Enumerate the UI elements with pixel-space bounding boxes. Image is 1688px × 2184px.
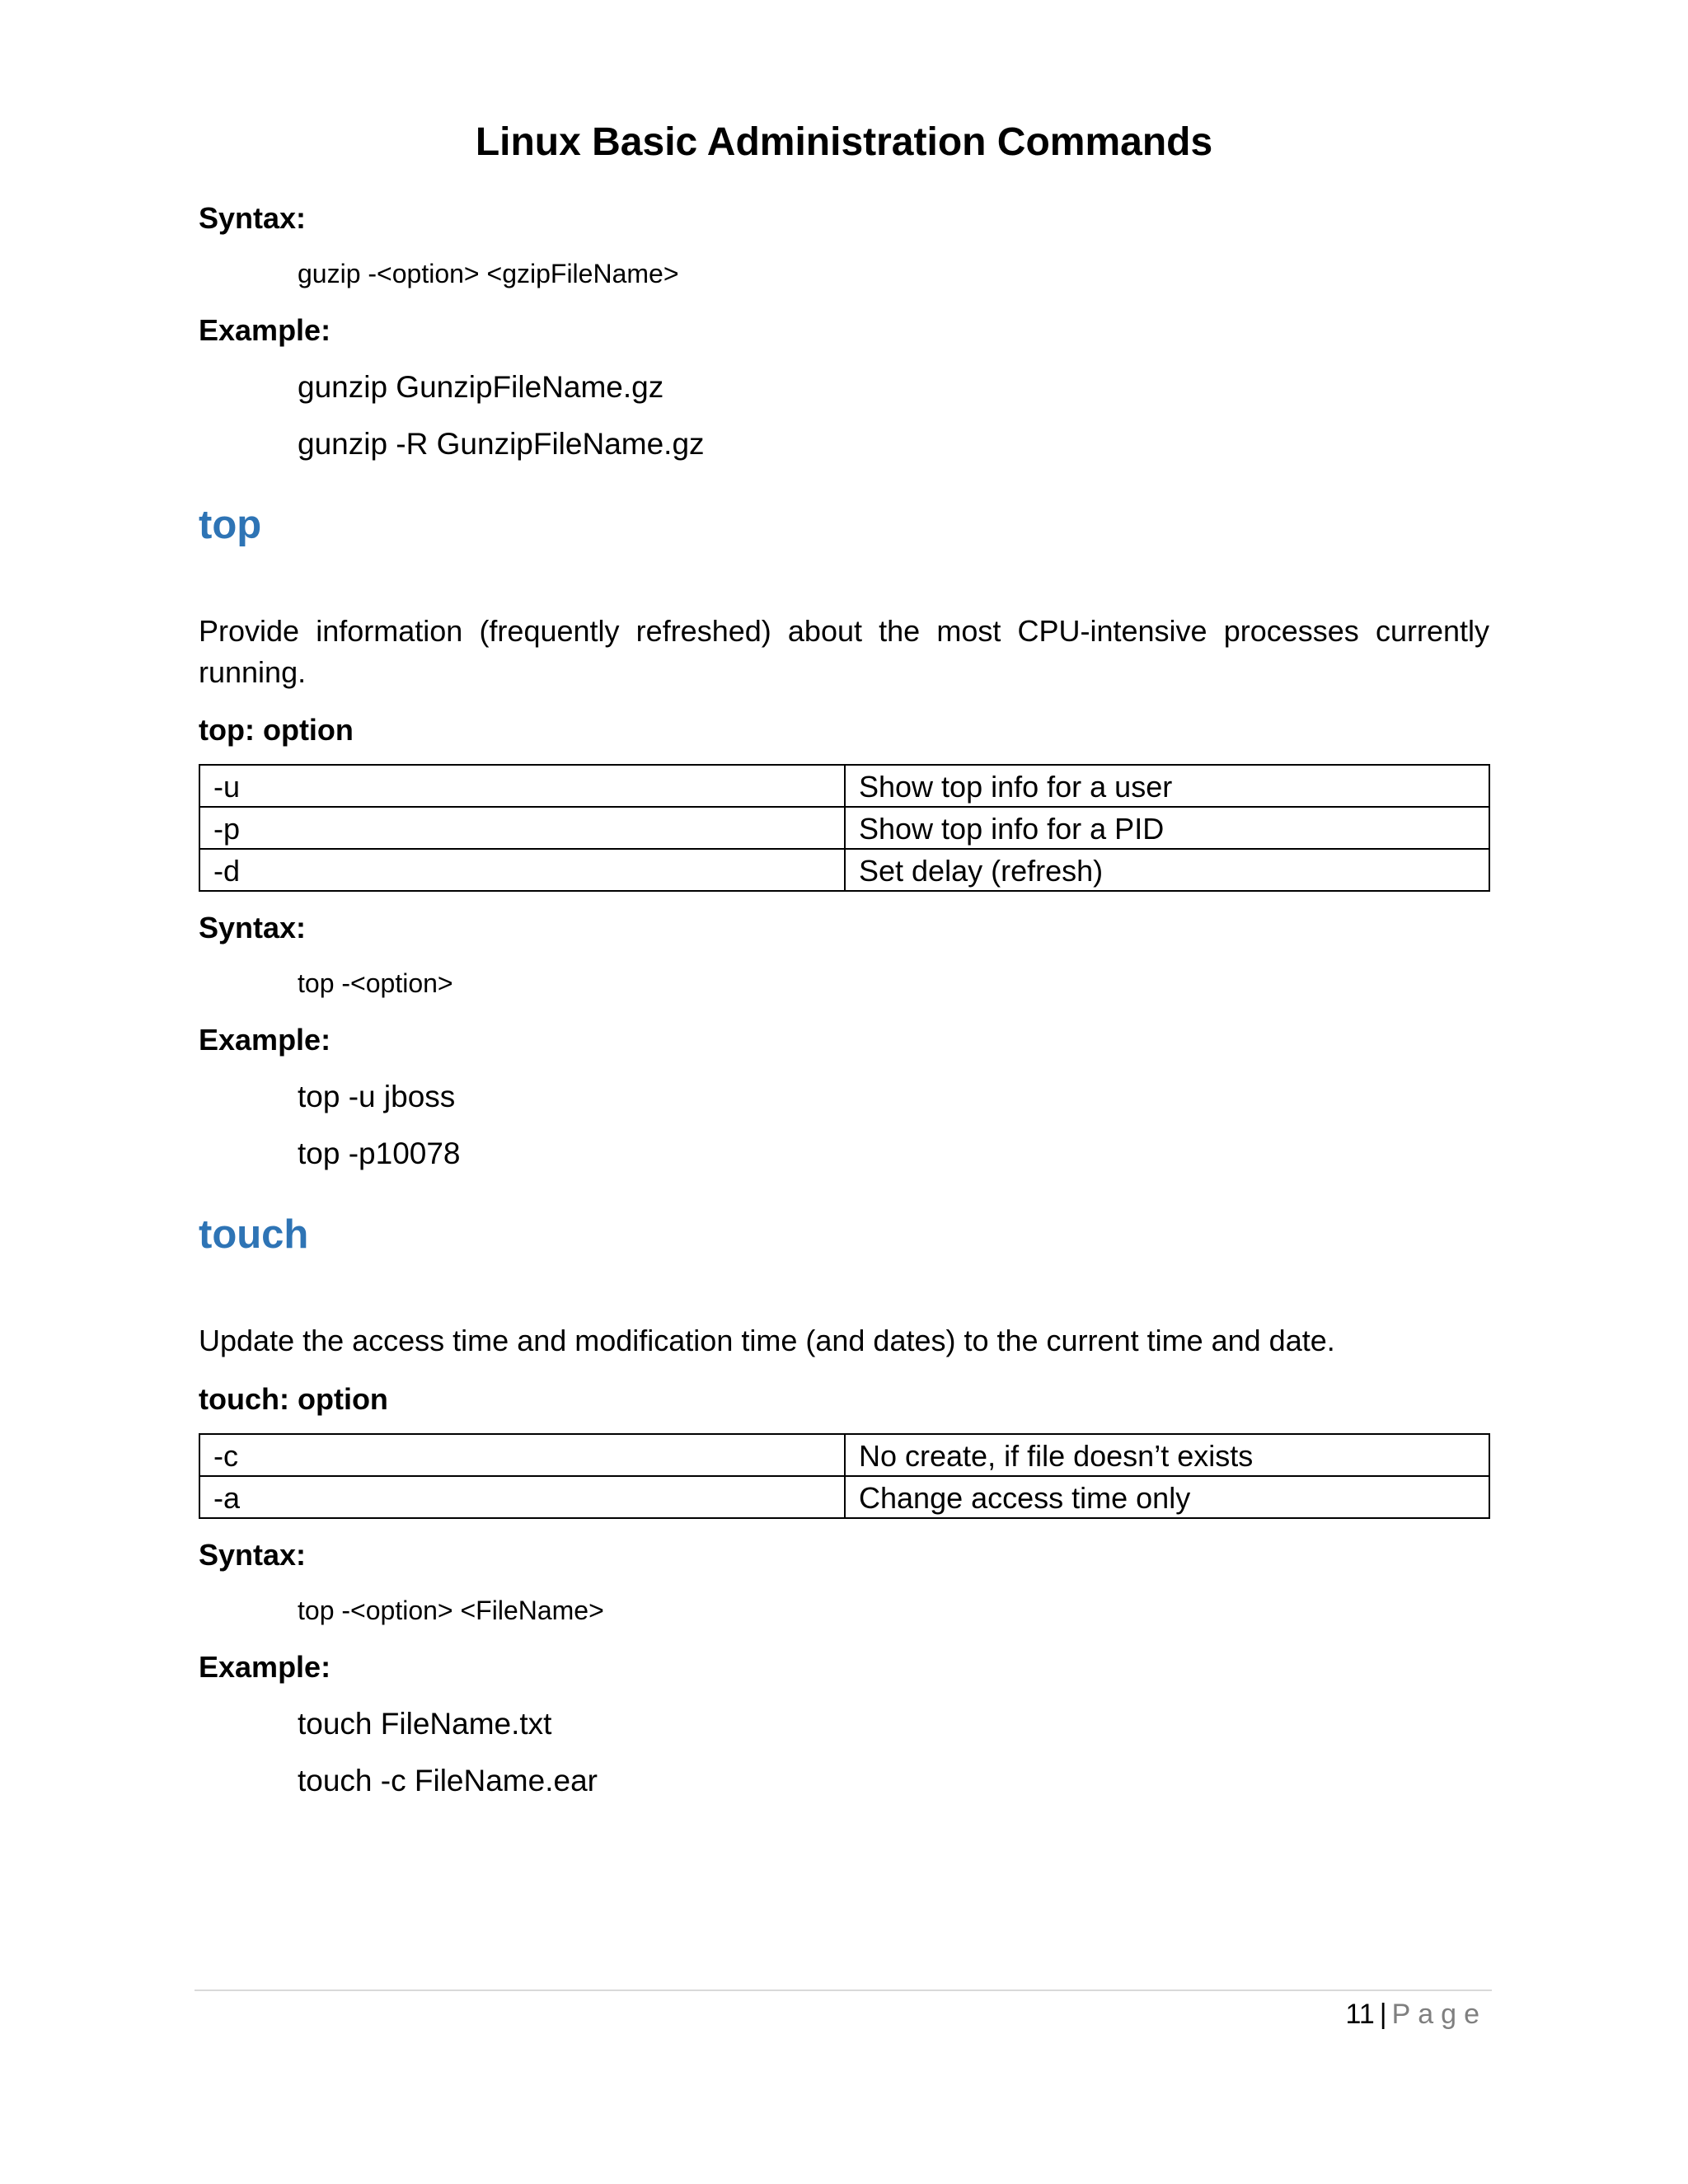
touch-section-heading: touch [199, 1212, 309, 1257]
touch-example-label: Example: [199, 1650, 331, 1684]
top-example-2: top -p10078 [298, 1137, 461, 1170]
gunzip-syntax-text: guzip -<option> <gzipFileName> [298, 259, 679, 288]
touch-description: Update the access time and modification time (and dates) to the current time and date. [199, 1324, 1335, 1357]
top-example-1: top -u jboss [298, 1080, 456, 1113]
page-separator: | [1379, 1999, 1387, 2030]
option-description: Show top info for a PID [845, 807, 1489, 849]
option-description: Change access time only [845, 1476, 1489, 1518]
touch-options-table [199, 1433, 1490, 1519]
table-row [199, 765, 1489, 807]
page-label: Page [1391, 1999, 1487, 2030]
page-title: Linux Basic Administration Commands [475, 120, 1213, 164]
option-description: Set delay (refresh) [845, 849, 1489, 891]
footer-divider [195, 1990, 1492, 1991]
option-flag: -p [199, 807, 845, 849]
touch-syntax-text: top -<option> <FileName> [298, 1596, 604, 1625]
option-flag: -d [199, 849, 845, 891]
gunzip-example-2: gunzip -R GunzipFileName.gz [298, 427, 705, 461]
table-row [199, 807, 1489, 849]
touch-option-label: touch: option [199, 1382, 388, 1416]
touch-syntax-label: Syntax: [199, 1538, 307, 1572]
gunzip-example-label: Example: [199, 313, 331, 347]
top-syntax-text: top -<option> [298, 968, 453, 998]
touch-example-2: touch -c FileName.ear [298, 1764, 598, 1797]
top-syntax-label: Syntax: [199, 911, 307, 944]
touch-example-1: touch FileName.txt [298, 1707, 552, 1741]
table-row [199, 1434, 1489, 1476]
top-option-label: top: option [199, 713, 354, 747]
option-flag: -a [199, 1476, 845, 1518]
gunzip-example-1: gunzip GunzipFileName.gz [298, 370, 664, 404]
option-flag: -c [199, 1434, 845, 1476]
table-row [199, 1476, 1489, 1518]
page-footer [1345, 1996, 1487, 2032]
gunzip-syntax-label: Syntax: [199, 201, 307, 235]
table-row [199, 849, 1489, 891]
top-example-label: Example: [199, 1023, 331, 1057]
option-flag: -u [199, 765, 845, 807]
page-number: 11 [1345, 1999, 1375, 2030]
option-description: No create, if file doesn’t exists [845, 1434, 1489, 1476]
top-options-table [199, 764, 1490, 892]
top-description: Provide information (frequently refreshed) about the most CPU-intensive processes currently running. [199, 614, 1489, 689]
option-description: Show top info for a user [845, 765, 1489, 807]
top-section-heading: top [199, 503, 262, 547]
